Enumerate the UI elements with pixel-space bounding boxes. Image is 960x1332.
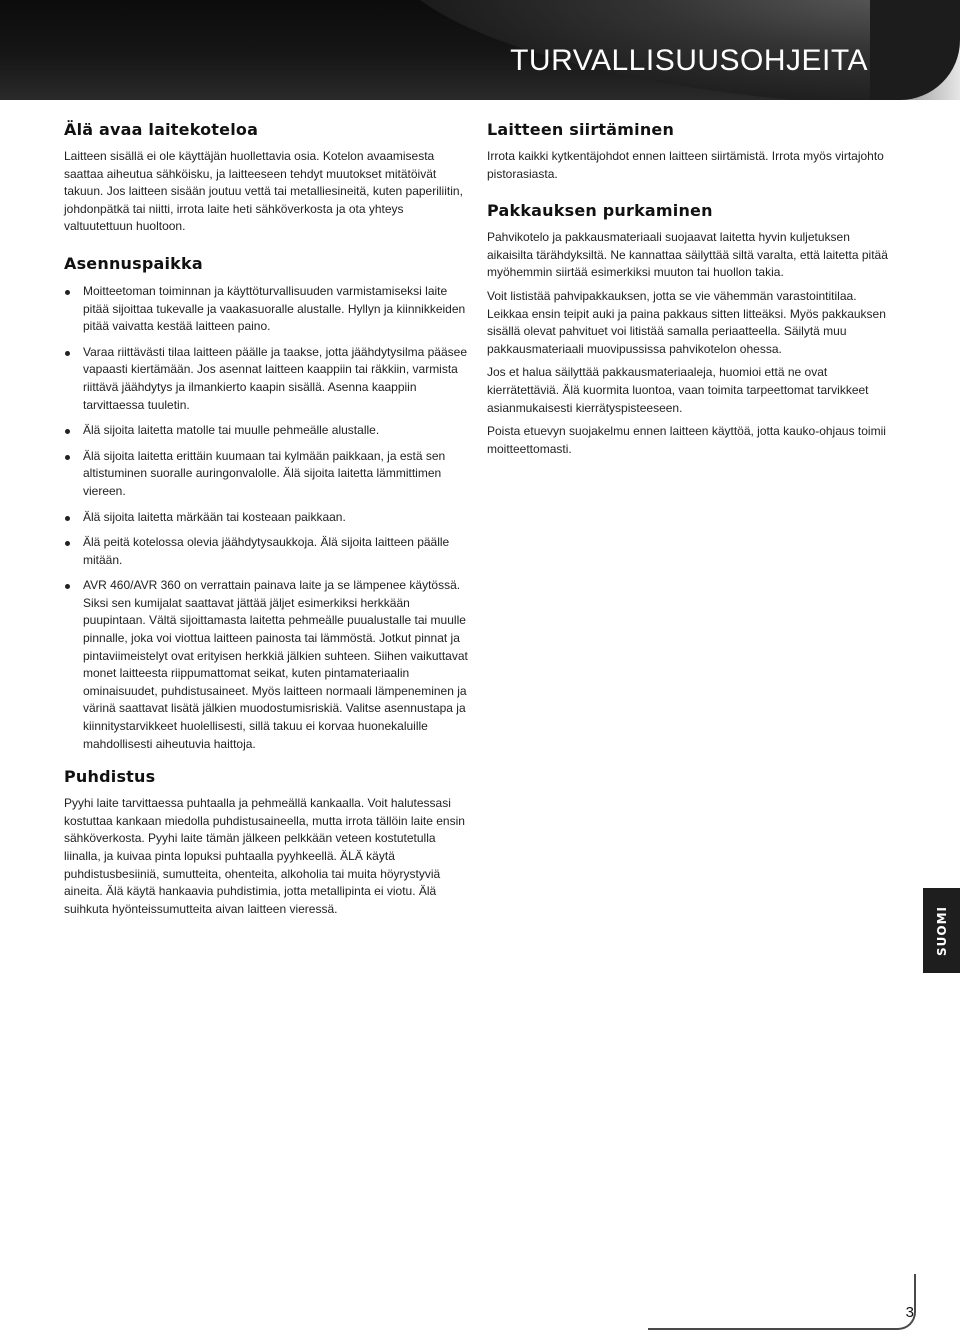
bullet-icon <box>65 541 70 546</box>
paragraph-cleaning: Pyyhi laite tarvittaessa puhtaalla ja pehmeällä kankaalla. Voit halutessasi kostuttaa kankaan miedolla puhdistusaineella, mutta irrota tällöin laite ensin sähköverkosta. Pyyhi laite tämän jälkeen pelkkään veteen kostutetulla liinalla, ja kuivaa pinta lopuksi puhtaalla pyyhkeellä. ÄLÄ käytä puhdistusbesiiniä, sumutteita, ohenteita, alkoholia tai muita höyrystyviä aineita. Älä käytä hankaavia puhdistimia, jotta metallipinta ei viotu. Älä suihkuta hyönteissumutteita aivan laitteen vieressä. <box>64 796 465 916</box>
paragraph-unpacking-1: Pahvikotelo ja pakkausmateriaali suojaavat laitetta hyvin kuljetuksen aikaisilta tärähdyksiltä. Ne kannattaa säilyttää siltä varalta, että laitetta pitää myöhemmin siirtää esimerkiksi muuton tai huollon takia. <box>487 230 888 280</box>
paragraph-unpacking-3: Jos et halua säilyttää pakkausmateriaaleja, huomioi että ne ovat kierrätettäviä. Älä kuormita luontoa, vaan toimita tarpeettomat tarvikkeet asianmukaisesti kierrätyspisteeseen. <box>487 365 869 415</box>
list-item: AVR 460/AVR 360 on verrattain painava laite ja se lämpenee käytössä. Siksi sen kumijalat saattavat jättää jäljet esimerkiksi herkkään puupintaan. Vältä sijoittamasta laitetta pehmeälle puualustalle tai muulle pinnalle, joka voi viottua laitteen painosta tai lämmöstä. Jotkut pinnat ja pintaviimeistelyt ovat erityisen herkkiä jälkien suhteen. Siihen vaikuttavat monet laitteesta riippumattomat seikat, kuten pintamateriaalin ominaisuudet, puhdistusaineet. Myös laitteen normaali lämpeneminen ja värinä saattavat lisätä jälkien muodostumisriskiä. Valitse asennustapa ja kiinnitystarvikkeet huolellisesti, sillä takuu ei korvaa huonekaluille mahdollisesti aiheutuvia haittoja. <box>64 577 474 753</box>
bullet-icon <box>65 455 70 460</box>
list-item: Älä sijoita laitetta erittäin kuumaan tai kylmään paikkaan, ja estä sen altistuminen suoralle auringonvalolle. Älä sijoita laitetta lämmittimen viereen. <box>64 448 474 501</box>
list-item: Älä sijoita laitetta märkään tai kosteaan paikkaan. <box>64 509 474 527</box>
list-item: Moitteetoman toiminnan ja käyttöturvallisuuden varmistamiseksi laite pitää sijoittaa tukevalle ja vaakasuoralle alustalle. Hyllyn ja kiinnikkeiden pitää vaivatta kestää laitteen paino. <box>64 283 474 336</box>
paragraph-unpacking-4: Poista etuevyn suojakelmu ennen laitteen käyttöä, jotta kauko-ohjaus toimii moitteettomasti. <box>487 424 886 456</box>
left-column <box>64 120 474 924</box>
list-item: Varaa riittävästi tilaa laitteen päälle ja taakse, jotta jäähdytysilma pääsee vapaasti kiertämään. Jos asennat laitteen kaappiin tai räkkiin, varmista riittävä jäähdytys ja ilmankierto kaapin sisällä. Asenna kaappiin tarvittaessa tuuletin. <box>64 344 474 414</box>
language-tab <box>923 888 960 973</box>
page-number-frame <box>648 1274 916 1330</box>
paragraph-unpacking-2: Voit lististää pahvipakkauksen, jotta se vie vähemmän varastointitilaa. Leikkaa ensin teipit auki ja paina pakkaus sitten litteäksi. Myös pakkauksen sisällä olevat pahvituet voi litistää samalla periaatteella. Säilytä muu pakkausmateriaali muovipussissa pahvikotelon ohessa. <box>487 288 886 356</box>
list-item: Älä sijoita laitetta matolle tai muulle pehmeälle alustalle. <box>64 422 474 440</box>
page-title: TURVALLISUUSOHJEITA <box>510 44 868 77</box>
section-heading-unpacking: Pakkauksen purkaminen <box>487 201 713 221</box>
section-heading-placement: Asennuspaikka <box>64 253 203 273</box>
section-heading-moving: Laitteen siirtäminen <box>487 120 675 139</box>
bullet-icon <box>65 516 70 521</box>
paragraph-moving: Irrota kaikki kytkentäjohdot ennen laitteen siirtämistä. Irrota myös virtajohto pistorasiasta. <box>487 149 884 181</box>
bullet-icon <box>65 429 70 434</box>
page-number: 3 <box>905 1304 914 1321</box>
right-column <box>487 120 897 464</box>
list-item: Älä peitä kotelossa olevia jäähdytysaukkoja. Älä sijoita laitteen päälle mitään. <box>64 534 474 569</box>
placement-list <box>64 283 474 753</box>
bullet-icon <box>65 351 70 356</box>
section-heading-cleaning: Puhdistus <box>64 767 156 787</box>
paragraph-housing: Laitteen sisällä ei ole käyttäjän huollettavia osia. Kotelon avaamisesta saattaa aiheutua sähköisku, ja laitteeseen tehdyt muutokset mitätöivät takuun. Jos laitteen sisään joutuu vettä tai metalliesineitä, kuten paperiliitin, johdonpätkä tai niitti, irrota laite heti sähköverkosta ja ota yhteys valtuutettuun huoltoon. <box>64 149 463 234</box>
language-tab-label: SUOMI <box>934 905 949 956</box>
header-banner <box>0 0 960 100</box>
section-heading-housing: Älä avaa laitekoteloa <box>64 120 259 139</box>
bullet-icon <box>65 584 70 589</box>
bullet-icon <box>65 290 70 295</box>
